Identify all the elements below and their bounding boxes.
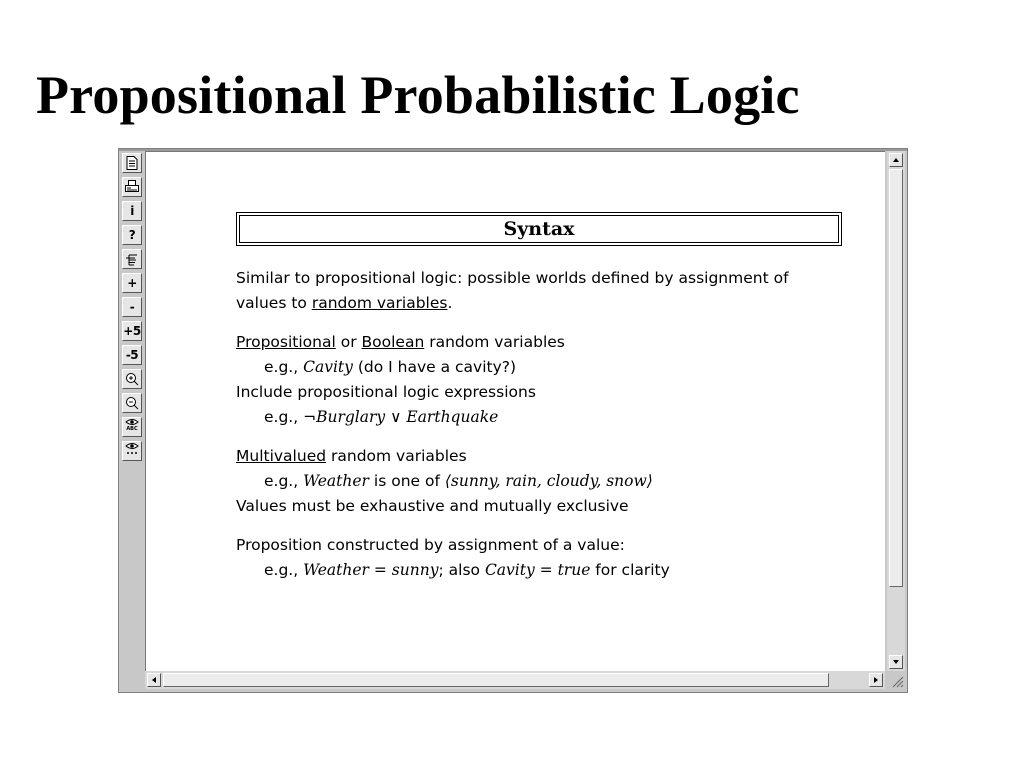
expressions-example-prefix: e.g., [264, 408, 304, 426]
arrow-right-icon [873, 676, 879, 684]
proposition-example-prefix: e.g., [264, 561, 304, 579]
section-heading: Syntax [503, 218, 575, 240]
arrow-down-icon [892, 659, 900, 665]
boolean-example [236, 358, 516, 376]
expressions-example [236, 408, 498, 426]
document-viewer-window [118, 148, 908, 693]
scroll-down-button[interactable] [889, 655, 903, 669]
horizontal-scrollbar[interactable] [145, 671, 885, 689]
document-body [236, 266, 856, 583]
multivalued-example [236, 472, 653, 490]
hand-pointer-icon[interactable] [122, 249, 142, 269]
weather-math: Weather [303, 472, 369, 490]
boolean-example-suffix: (do I have a cavity?) [352, 358, 517, 376]
vertical-scroll-thumb[interactable] [889, 169, 903, 587]
cavity-math: Cavity [303, 358, 353, 376]
intro-line-1: Similar to propositional logic: possible worlds defined by assignment of [236, 269, 789, 287]
viewer-toolbar [119, 151, 145, 471]
proposition-example [236, 561, 670, 579]
print-icon[interactable] [122, 177, 142, 197]
paragraph-proposition [236, 533, 856, 583]
page-icon[interactable] [122, 153, 142, 173]
help-icon-label: ? [128, 228, 136, 242]
boolean-example-prefix: e.g., [264, 358, 304, 376]
boolean-rest: random variables [424, 333, 565, 351]
minus-five-icon[interactable] [122, 345, 142, 365]
resize-grip-icon [887, 671, 905, 689]
proposition-example-suffix: for clarity [590, 561, 670, 579]
multivalued-example-middle: is one of [368, 472, 445, 490]
scroll-up-button[interactable] [889, 153, 903, 167]
random-variables-term: random variables [311, 294, 448, 312]
proposition-example-middle: ; also [438, 561, 485, 579]
info-icon[interactable] [122, 201, 142, 221]
section-heading-box-inner [239, 215, 839, 243]
intro-line-2-suffix: . [447, 294, 453, 312]
plus-icon[interactable] [122, 273, 142, 293]
earthquake-math: Earthquake [406, 408, 499, 426]
horizontal-scroll-thumb[interactable] [163, 673, 829, 687]
boolean-term: Boolean [361, 333, 425, 351]
eye-abc-icon-label: ABC [126, 426, 138, 432]
arrow-left-icon [151, 676, 157, 684]
proposition-line: Proposition constructed by assignment of a value: [236, 536, 625, 554]
zoom-out-icon[interactable] [122, 393, 142, 413]
eye-dots-icon[interactable] [122, 441, 142, 461]
zoom-in-icon[interactable] [122, 369, 142, 389]
multivalued-example-prefix: e.g., [264, 472, 304, 490]
multivalued-rest: random variables [326, 447, 467, 465]
plus-five-icon-label: +5 [123, 324, 141, 338]
expressions-line: Include propositional logic expressions [236, 383, 536, 401]
plus-five-icon[interactable] [122, 321, 142, 341]
scroll-right-button[interactable] [869, 673, 883, 687]
or-symbol: ∨ [385, 408, 407, 426]
minus-icon[interactable] [122, 297, 142, 317]
multivalued-term: Multivalued [236, 447, 327, 465]
minus-icon-label: - [129, 300, 135, 314]
minus-five-icon-label: -5 [125, 348, 139, 362]
resize-grip[interactable] [887, 671, 905, 689]
plus-icon-label: + [127, 276, 137, 290]
propositional-term: Propositional [236, 333, 336, 351]
paragraph-multivalued [236, 444, 856, 519]
cavity-true-math: Cavity = true [484, 561, 591, 579]
exhaustive-line: Values must be exhaustive and mutually exclusive [236, 497, 629, 515]
arrow-up-icon [892, 157, 900, 163]
scroll-left-button[interactable] [147, 673, 161, 687]
info-icon-label: i [130, 204, 134, 218]
document-pane [145, 151, 885, 671]
weather-values-set: ⟨sunny, rain, cloudy, snow⟩ [444, 472, 653, 490]
eye-abc-icon[interactable] [122, 417, 142, 437]
paragraph-intro [236, 266, 856, 316]
help-icon[interactable] [122, 225, 142, 245]
section-heading-box [236, 212, 842, 246]
or-text: or [335, 333, 362, 351]
weather-sunny-math: Weather = sunny [303, 561, 439, 579]
slide-title: Propositional Probabilistic Logic [36, 65, 800, 125]
negation-symbol: ¬ [303, 408, 317, 426]
paragraph-boolean [236, 330, 856, 430]
burglary-math: Burglary [316, 408, 386, 426]
intro-line-2-prefix: values to [236, 294, 312, 312]
vertical-scrollbar[interactable] [887, 151, 905, 671]
